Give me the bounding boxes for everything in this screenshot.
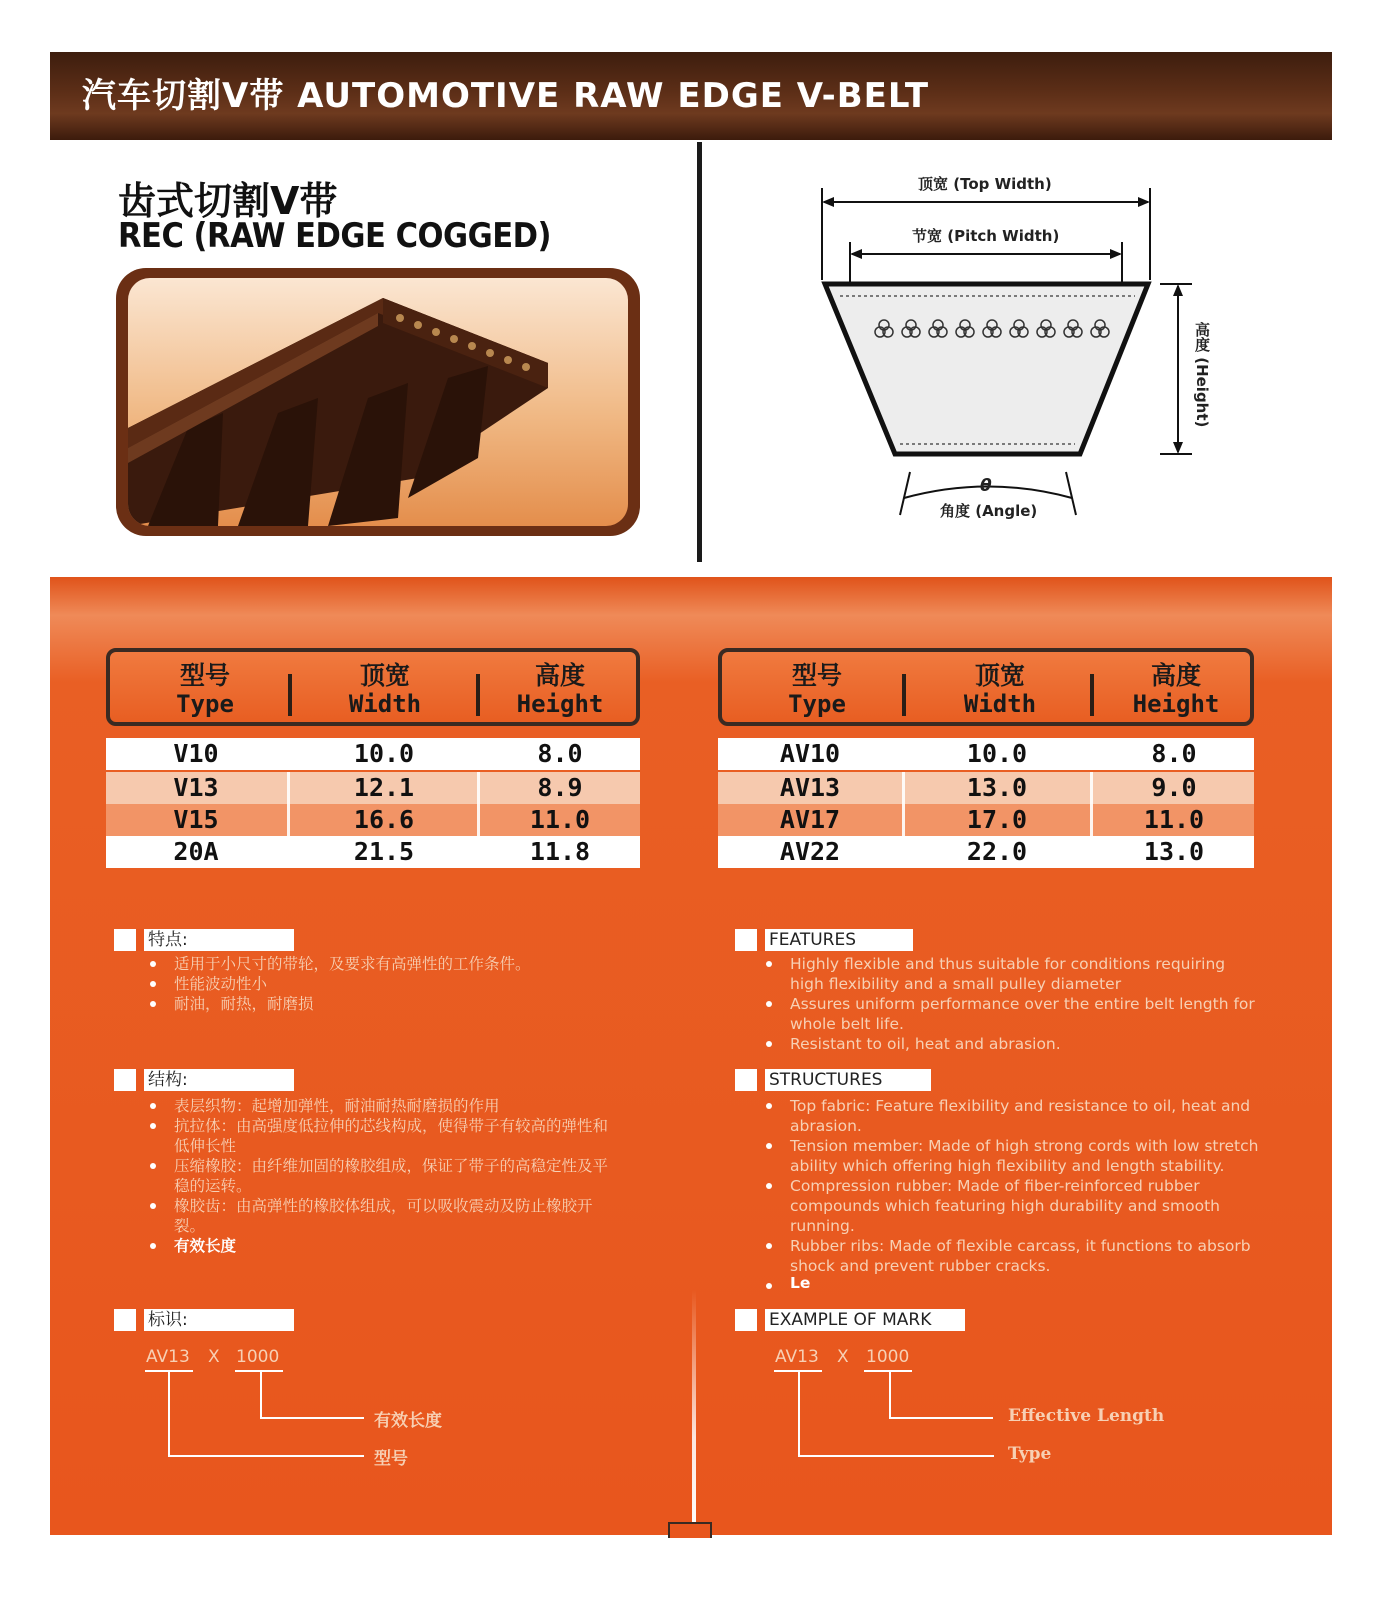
cn-structures-title: 结构: [114, 1069, 294, 1091]
table-row: AV17 17.0 11.0 [718, 804, 1254, 836]
table-row: V13 12.1 8.9 [106, 772, 640, 804]
cn-structures-list [146, 1096, 616, 1256]
top-width-label: 顶宽 (Top Width) [918, 175, 1052, 193]
mark-type-label: Type [1008, 1444, 1052, 1464]
col-height-header: 高度 Height [1132, 661, 1220, 718]
left-table-header [106, 648, 640, 726]
cn-features-list [146, 954, 626, 1014]
header-banner [50, 52, 1332, 140]
right-spec-table [718, 648, 1254, 866]
mark-type-label: 型号 [374, 1449, 408, 1469]
mark-type: AV13 [146, 1347, 190, 1367]
table-row: V10 10.0 8.0 [106, 738, 640, 770]
list-item: 性能波动性小 [146, 974, 626, 994]
square-bullet-icon [114, 1069, 144, 1091]
theta-symbol: θ [980, 476, 992, 496]
belt-cross-section-diagram [800, 170, 1240, 530]
table-row: 20A 21.5 11.8 [106, 836, 640, 868]
page-number-tab [668, 1522, 712, 1538]
left-spec-table [106, 648, 640, 866]
en-features-title: FEATURES [735, 929, 913, 951]
list-item: Tension member: Made of high strong cords with low stretch ability which offering high flexibility and length stability. [762, 1136, 1262, 1176]
height-label: 高度 (Height) [1193, 322, 1211, 428]
cogged-belt-illustration [128, 278, 628, 526]
list-item: Assures uniform performance over the entire belt length for whole belt life. [762, 994, 1262, 1034]
en-structures-list [762, 1096, 1262, 1290]
list-item: Compression rubber: Made of fiber-reinforced rubber compounds which featuring high durability and smooth running. [762, 1176, 1262, 1236]
list-item: Top fabric: Feature flexibility and resistance to oil, heat and abrasion. [762, 1096, 1262, 1136]
col-width-header: 顶宽 Width [348, 661, 422, 718]
list-item: 有效长度 [146, 1236, 616, 1256]
pitch-width-label: 节宽 (Pitch Width) [912, 227, 1060, 245]
belt-photo [128, 278, 628, 526]
table-row: AV13 13.0 9.0 [718, 772, 1254, 804]
mark-x: X [208, 1347, 220, 1367]
list-item: Le [762, 1276, 1262, 1290]
mark-x: X [837, 1347, 849, 1367]
square-bullet-icon [735, 1309, 765, 1331]
mark-length-label: 有效长度 [374, 1411, 442, 1431]
table-row: AV22 22.0 13.0 [718, 836, 1254, 868]
list-item: 表层织物：起增加弹性，耐油耐热耐磨损的作用 [146, 1096, 616, 1116]
mark-length-label: Effective Length [1008, 1406, 1165, 1426]
table-row: AV10 10.0 8.0 [718, 738, 1254, 770]
cn-mark-title: 标识: [114, 1309, 294, 1331]
product-photo-frame [116, 268, 640, 536]
mark-type: AV13 [775, 1347, 819, 1367]
en-features-list [762, 954, 1262, 1054]
list-item: Highly flexible and thus suitable for conditions requiring high flexibility and a small pulley diameter [762, 954, 1262, 994]
mark-length: 1000 [866, 1347, 910, 1367]
cn-features-title: 特点: [114, 929, 294, 951]
table-row: V15 16.6 11.0 [106, 804, 640, 836]
angle-label: 角度 (Angle) [940, 502, 1038, 520]
list-item: Resistant to oil, heat and abrasion. [762, 1034, 1262, 1054]
col-height-header: 高度 Height [516, 661, 604, 718]
square-bullet-icon [735, 1069, 765, 1091]
mark-length: 1000 [236, 1347, 280, 1367]
col-width-header: 顶宽 Width [963, 661, 1037, 718]
col-type-header: 型号 Type [176, 661, 234, 718]
square-bullet-icon [735, 929, 765, 951]
subtitle-cn: 齿式切割V带 [118, 179, 338, 223]
list-item: Rubber ribs: Made of flexible carcass, it functions to absorb shock and prevent rubber cracks. [762, 1236, 1262, 1276]
col-type-header: 型号 Type [788, 661, 846, 718]
center-glow-divider [692, 1290, 696, 1535]
subtitle-en: REC (RAW EDGE COGGED) [118, 216, 551, 256]
list-item: 适用于小尺寸的带轮，及要求有高弹性的工作条件。 [146, 954, 626, 974]
list-item: 抗拉体：由高强度低拉伸的芯线构成，使得带子有较高的弹性和低伸长性 [146, 1116, 616, 1156]
square-bullet-icon [114, 929, 144, 951]
list-item: 橡胶齿：由高弹性的橡胶体组成，可以吸收震动及防止橡胶开裂。 [146, 1196, 616, 1236]
vertical-divider [697, 142, 702, 562]
page-title: 汽车切割V带 AUTOMOTIVE RAW EDGE V-BELT [82, 76, 930, 116]
right-table-header [718, 648, 1254, 726]
list-item: 耐油，耐热，耐磨损 [146, 994, 626, 1014]
list-item: 压缩橡胶：由纤维加固的橡胶组成，保证了带子的高稳定性及平稳的运转。 [146, 1156, 616, 1196]
en-structures-title: STRUCTURES [735, 1069, 931, 1091]
square-bullet-icon [114, 1309, 144, 1331]
en-mark-title: EXAMPLE OF MARK [735, 1309, 965, 1331]
